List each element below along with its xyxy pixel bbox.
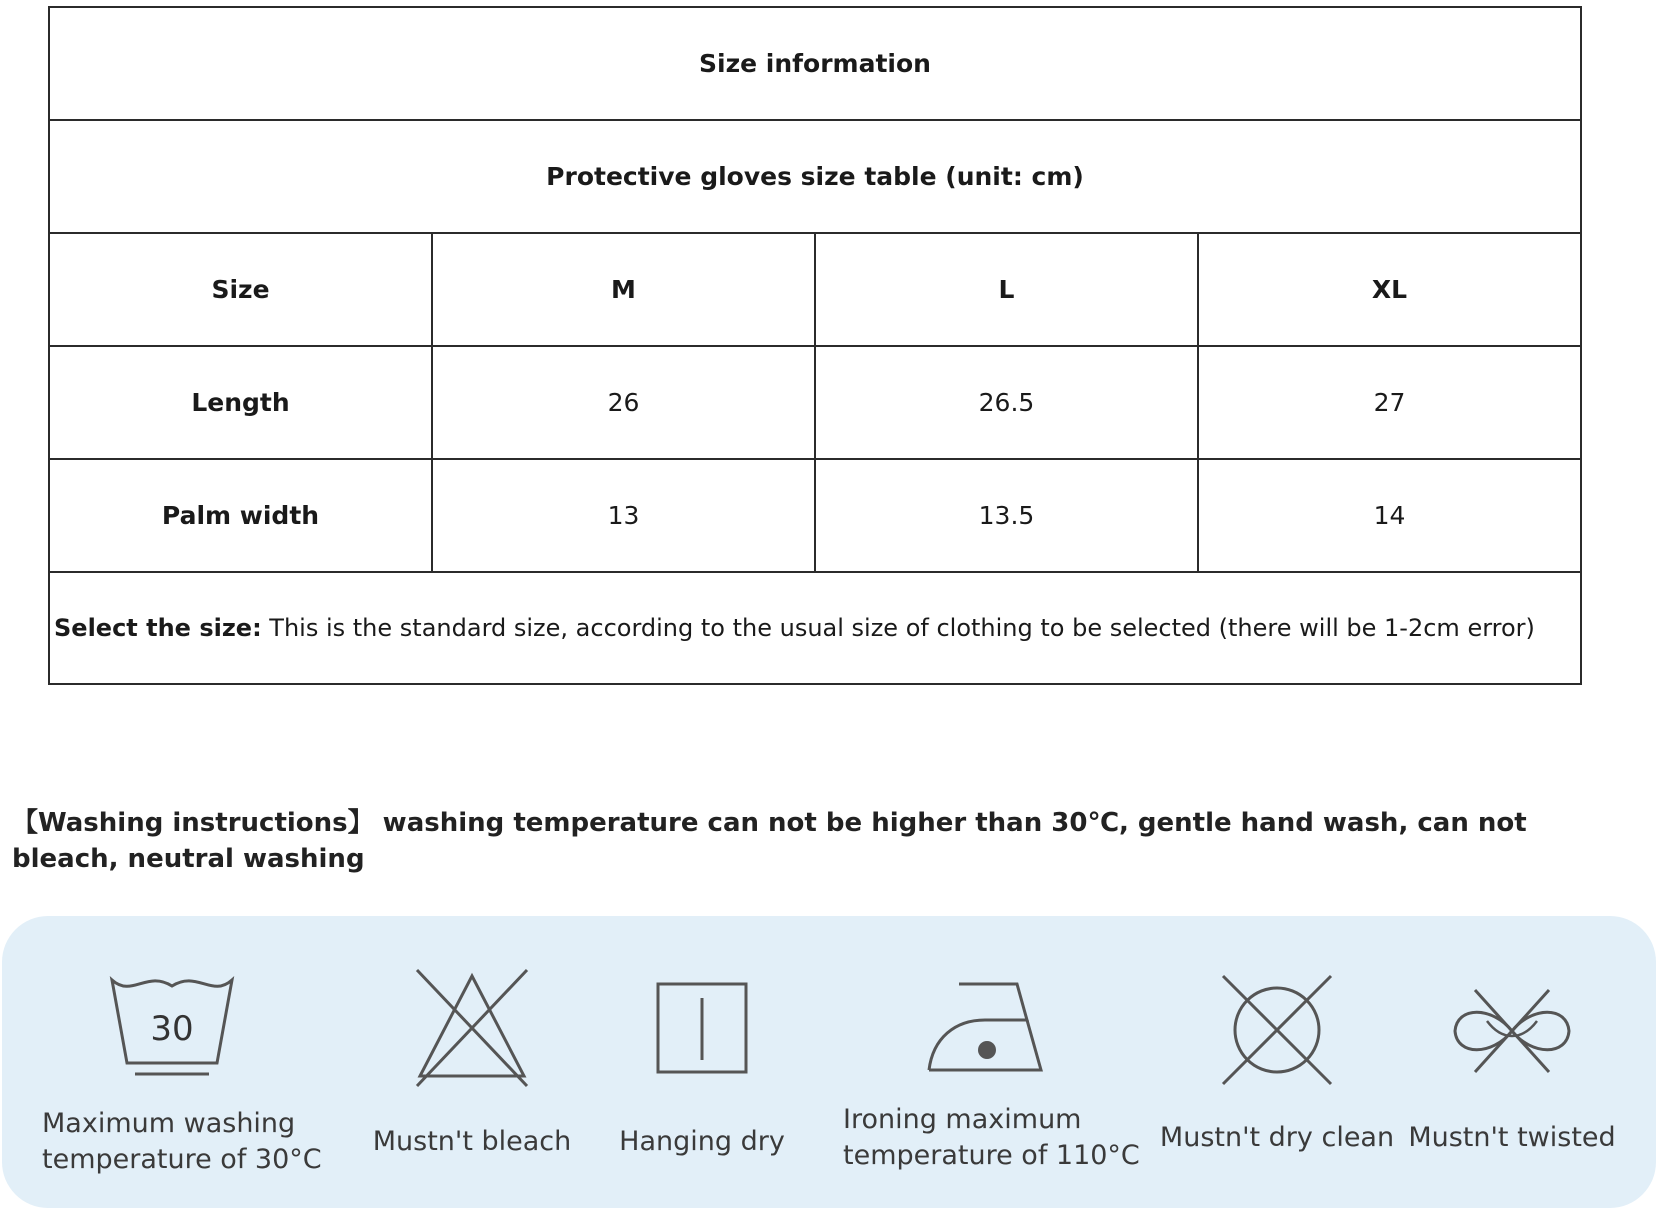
table-cell: 27 bbox=[1198, 346, 1581, 459]
header-row bbox=[49, 233, 1581, 346]
table-subtitle: Protective gloves size table (unit: cm) bbox=[49, 120, 1581, 233]
no-bleach-icon bbox=[412, 968, 532, 1088]
row-label: Length bbox=[49, 346, 432, 459]
table-row bbox=[49, 459, 1581, 572]
header-cell: M bbox=[432, 233, 815, 346]
header-cell: XL bbox=[1198, 233, 1581, 346]
care-item-iron bbox=[837, 916, 1140, 1208]
size-table bbox=[48, 6, 1582, 685]
table-cell: 13 bbox=[432, 459, 815, 572]
care-item-wash bbox=[42, 916, 322, 1208]
table-row bbox=[49, 346, 1581, 459]
care-item-hang-dry bbox=[592, 916, 812, 1208]
care-symbols-panel bbox=[2, 916, 1656, 1208]
no-wring-icon bbox=[1447, 986, 1577, 1076]
size-note-label: Select the size: bbox=[54, 614, 262, 642]
table-cell: 13.5 bbox=[815, 459, 1198, 572]
table-cell: 14 bbox=[1198, 459, 1581, 572]
care-label-iron bbox=[837, 1102, 1143, 1174]
care-label-wash bbox=[42, 1106, 322, 1178]
wash-temp-number: 30 bbox=[150, 1009, 194, 1049]
size-note-text: This is the standard size, according to the usual size of clothing to be selected (there will be 1-2cm error) bbox=[261, 614, 1535, 642]
care-item-wring bbox=[1407, 916, 1617, 1208]
care-item-dry-clean bbox=[1157, 916, 1397, 1208]
table-title: Size information bbox=[49, 7, 1581, 120]
washing-instructions: 【Washing instructions】 washing temperature can not be higher than 30℃, gentle hand wash, can not bleach, neutral washing bbox=[12, 808, 1527, 874]
size-note bbox=[49, 572, 1581, 684]
care-label-wring: Mustn't twisted bbox=[1408, 1122, 1616, 1153]
care-label-line: temperature of 30°C bbox=[42, 1144, 322, 1175]
care-label-bleach: Mustn't bleach bbox=[372, 1126, 572, 1157]
wash-30-icon bbox=[107, 968, 237, 1078]
hang-dry-icon bbox=[654, 980, 750, 1076]
table-cell: 26.5 bbox=[815, 346, 1198, 459]
row-label: Palm width bbox=[49, 459, 432, 572]
care-label-line: Ironing maximum bbox=[843, 1104, 1082, 1135]
care-label-line: temperature of 110°C bbox=[843, 1140, 1140, 1171]
no-dry-clean-icon bbox=[1219, 972, 1335, 1088]
iron-icon bbox=[927, 978, 1047, 1078]
header-cell: Size bbox=[49, 233, 432, 346]
care-label-dry-clean: Mustn't dry clean bbox=[1159, 1122, 1395, 1153]
table-cell: 26 bbox=[432, 346, 815, 459]
care-label-line: Maximum washing bbox=[42, 1108, 296, 1139]
header-cell: L bbox=[815, 233, 1198, 346]
care-item-bleach bbox=[357, 916, 587, 1208]
care-label-hang-dry: Hanging dry bbox=[619, 1126, 785, 1157]
